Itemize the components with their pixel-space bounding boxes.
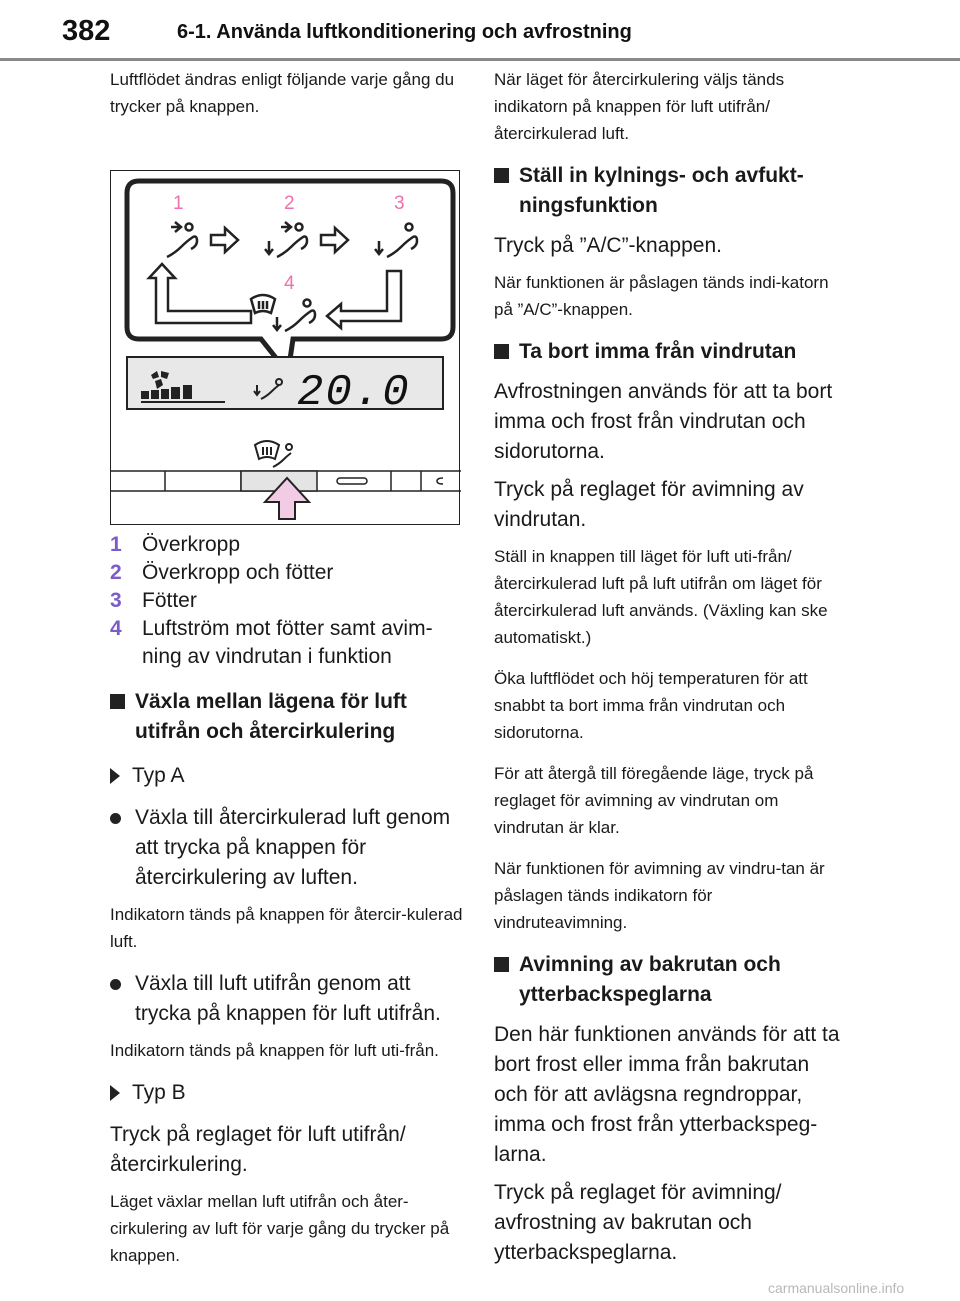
note-recirculate: Indikatorn tänds på knappen för återcir-kulerad luft. [110,905,463,951]
note-outside-air: Indikatorn tänds på knappen för luft uti-från. [110,1041,439,1060]
type-b-note: Läget växlar mellan luft utifrån och åter-cirkulering av luft för varje gång du trycker på knappen. [110,1192,450,1265]
mode-2-label: 2 [284,193,295,214]
legend-item: 4 Luftström mot fötter samt avim-ning av vindrutan i funktion [110,617,433,668]
defog-note-3: För att återgå till föregående läge, tryck på reglaget för avimning av vindrutan om vindrutan är klar. [494,764,814,837]
page-number: 382 [62,15,111,47]
heading-cooling: Ställ in kylnings- och avfukt-ningsfunktion [494,161,844,221]
heading-rear-defog: Avimning av bakrutan och ytterbackspeglarna [494,950,844,1010]
rear-defog-body-2: Tryck på reglaget för avimning/ avfrostning av bakrutan och ytterbackspeglarna. [494,1181,782,1264]
recirculation-button[interactable] [337,478,367,484]
airflow-mode-diagram [110,170,460,525]
square-bullet-icon [110,694,125,709]
triangle-icon [110,1085,120,1101]
defrost-button-icon [255,441,292,467]
type-b-body: Tryck på reglaget för luft utifrån/ återcirkulering. [110,1123,406,1176]
side-button[interactable] [437,478,443,484]
defog-body-1: Avfrostningen används för att ta bort imma och frost från vindrutan och sidorutorna. [494,380,833,463]
cooling-body: Tryck på ”A/C”-knappen. [494,234,722,257]
mode-3-label: 3 [394,193,405,214]
defog-note-1: Ställ in knappen till läget för luft uti-från/återcirkulerad luft på luft utifrån om läget för återcirkulerad luft används. (Växling kan ske automatiskt.) [494,547,828,647]
rear-defog-body-1: Den här funktionen används för att ta bort frost eller imma från bakrutan och för att avlägsna regndroppar, imma och frost från ytterbackspeg-larna. [494,1023,840,1166]
airflow-diagram-graphic [111,171,461,526]
dot-bullet-icon [110,979,121,990]
mode-4-label: 4 [284,273,295,294]
page-header [0,0,960,60]
watermark: carmanualsonline.info [768,1280,905,1296]
recirculation-intro: När läget för återcirkulering väljs tänds indikatorn på knappen för luft utifrån/ återcirkulerad luft. [494,70,785,143]
header-divider [0,58,960,61]
heading-defog: Ta bort imma från vindrutan [494,337,844,367]
defog-note-4: När funktionen för avimning av vindru-tan är påslagen tänds indikatorn för vindruteavimning. [494,859,825,932]
bullet-recirculate: Växla till återcirkulerad luft genom att trycka på knappen för återcirkulering av luften. [110,803,465,893]
legend-item: 3 Fötter [110,589,197,612]
bullet-outside-air: Växla till luft utifrån genom att trycka på knappen för luft utifrån. [110,969,465,1029]
legend-item: 2 Överkropp och fötter [110,561,334,584]
defog-body-2: Tryck på reglaget för avimning av vindrutan. [494,478,804,531]
legend-item: 1 Överkropp [110,533,241,556]
section-title: 6-1. Använda luftkonditionering och avfrostning [177,21,632,43]
square-bullet-icon [494,344,509,359]
mode-legend [110,531,465,671]
dot-bullet-icon [110,813,121,824]
square-bullet-icon [494,168,509,183]
type-b-label: Typ B [110,1078,465,1108]
right-column [494,66,844,1276]
defog-note-2: Öka luftflödet och höj temperaturen för att snabbt ta bort imma från vindrutan och sidorutorna. [494,669,808,742]
left-column [110,66,465,1283]
square-bullet-icon [494,957,509,972]
type-a-label: Typ A [110,761,465,791]
cooling-note: När funktionen är påslagen tänds indi-katorn på ”A/C”-knappen. [494,273,829,319]
temperature-readout: 20.0 [297,368,411,418]
heading-switch-air: Växla mellan lägena för luft utifrån och återcirkulering [110,687,465,747]
airflow-intro: Luftflödet ändras enligt följande varje gång du trycker på knappen. [110,70,455,116]
mode-1-label: 1 [173,193,184,214]
triangle-icon [110,768,120,784]
